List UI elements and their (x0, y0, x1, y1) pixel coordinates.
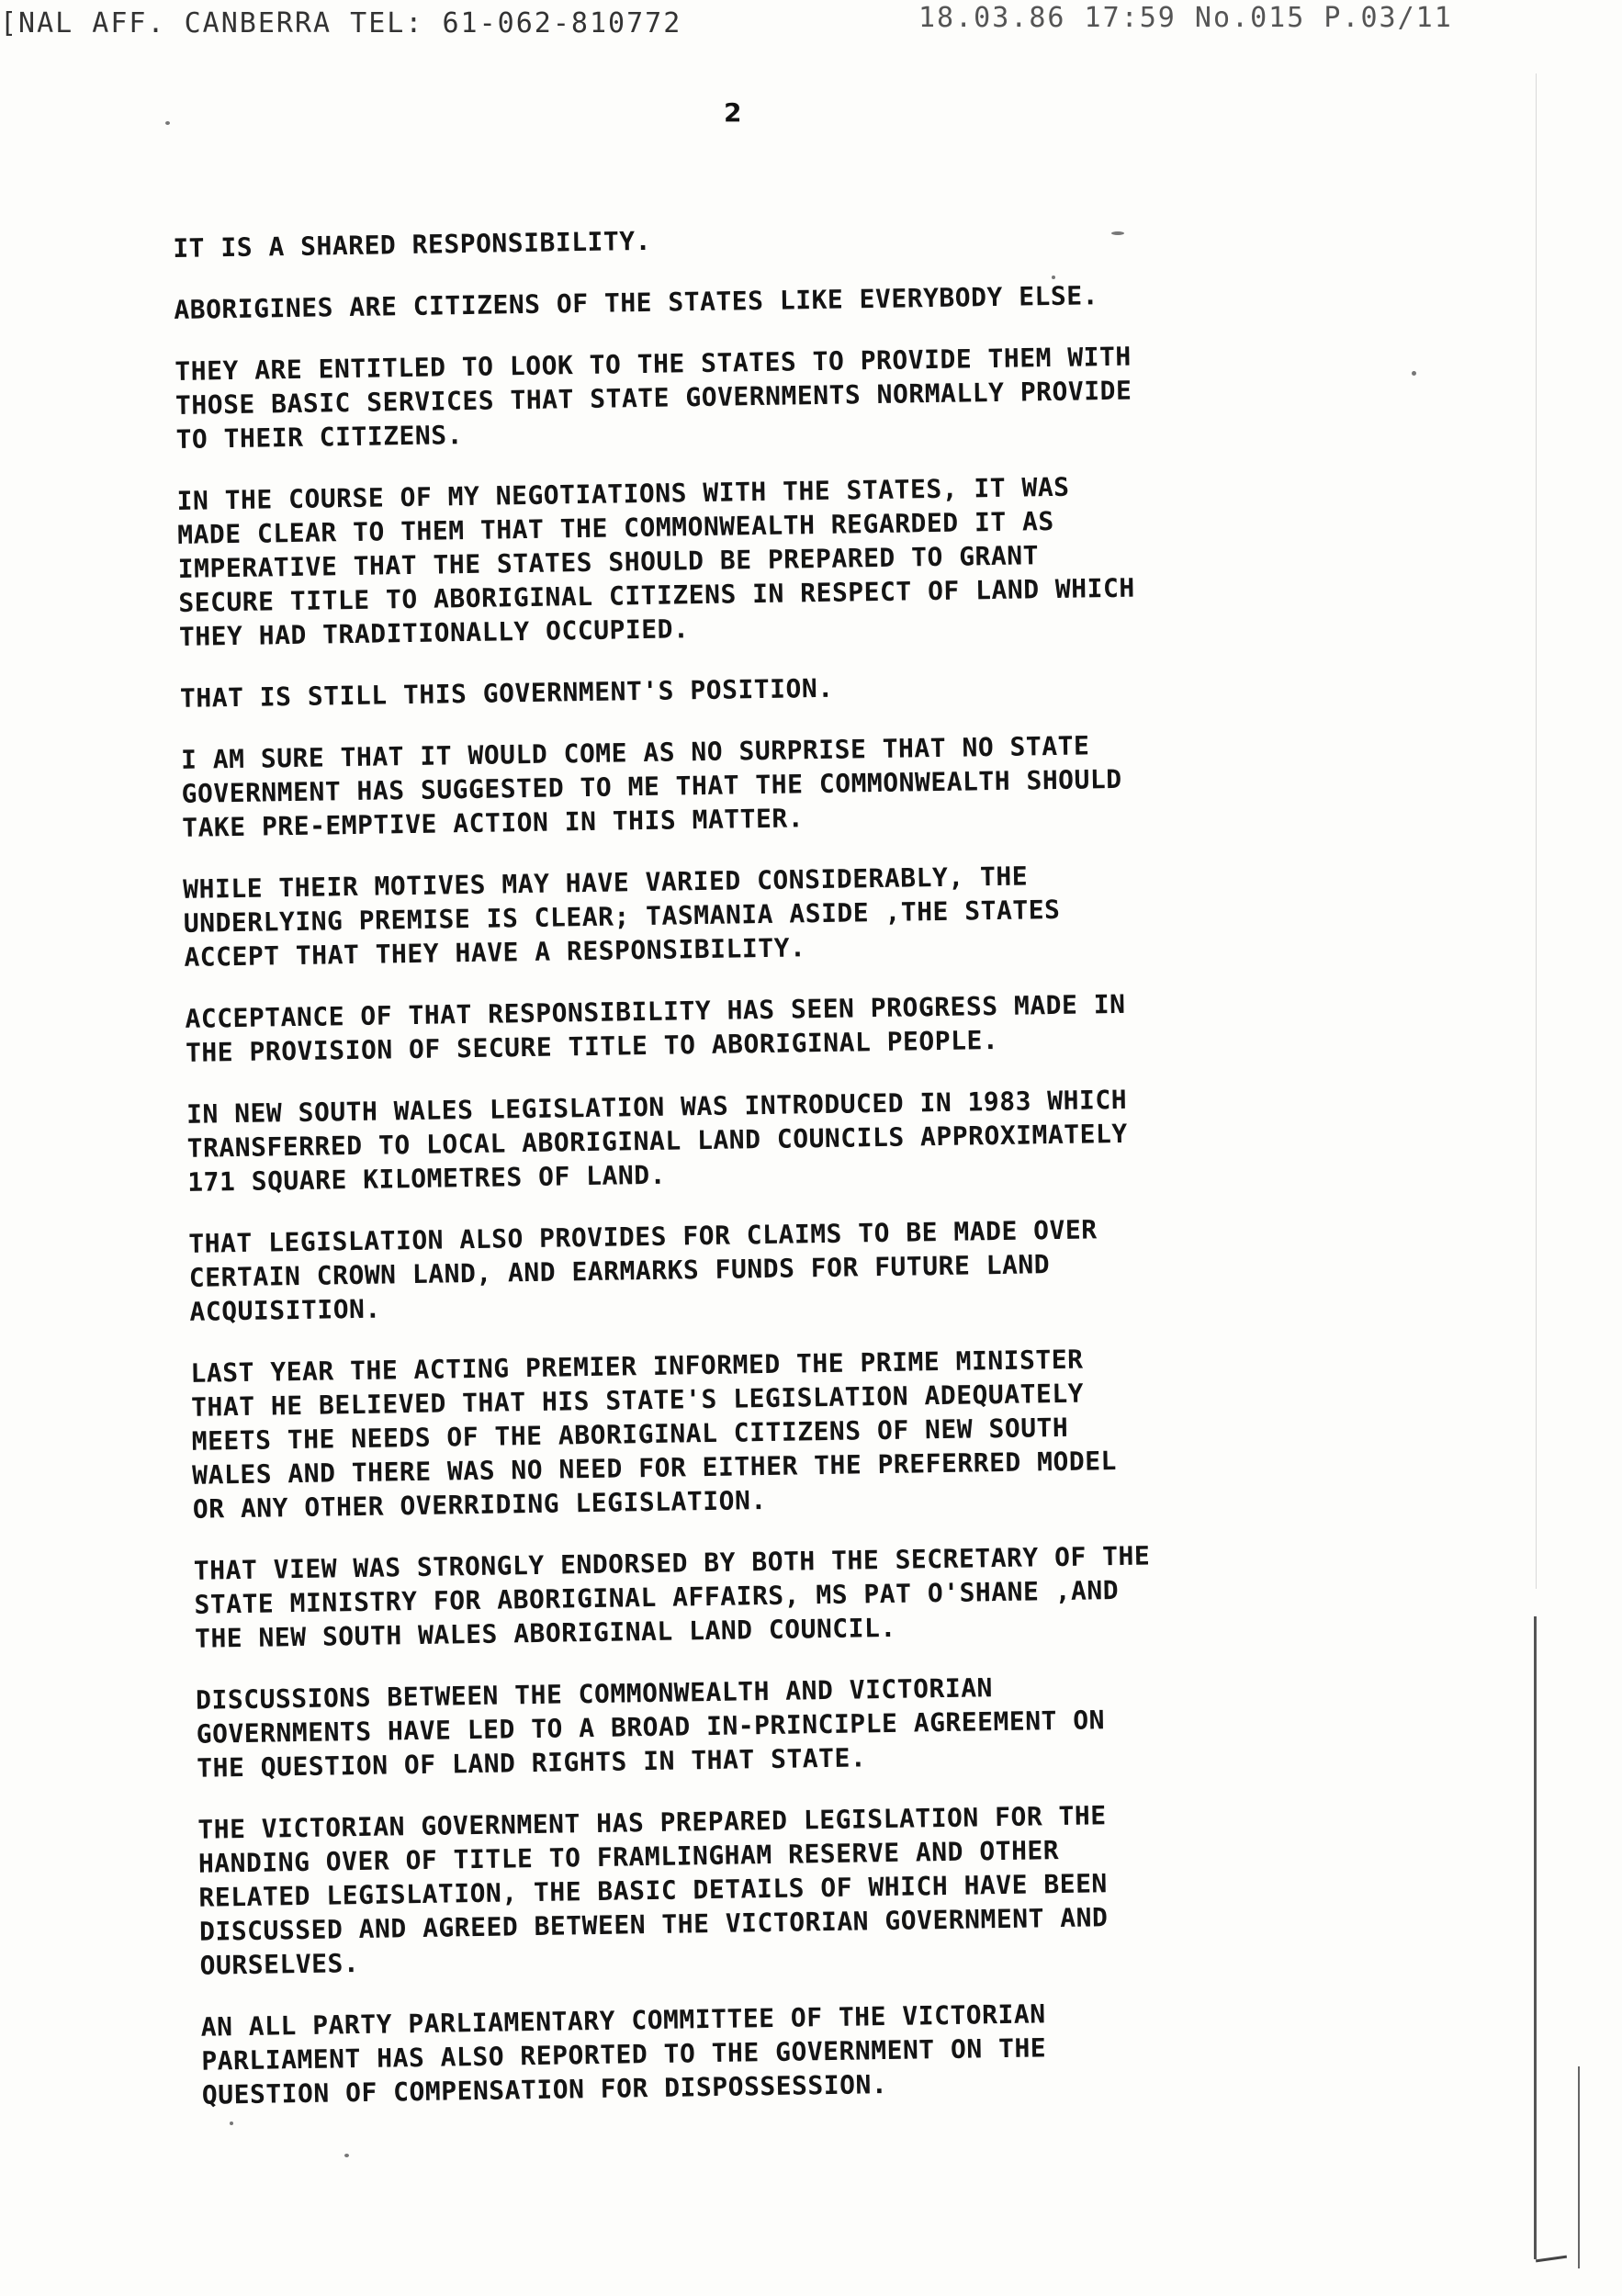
scan-speck (1111, 231, 1124, 235)
scan-edge-mark (1534, 1616, 1537, 2259)
paragraph: IT IS A SHARED RESPONSIBILITY. (173, 225, 652, 264)
paragraph: THEY ARE ENTITLED TO LOOK TO THE STATES TO PROVIDE THEM WITH THOSE BASIC SERVICES THAT STATE GOVERNMENTS NORMALLY PROVIDE TO THEIR CITIZENS. (175, 341, 1132, 455)
paragraph: IN THE COURSE OF MY NEGOTIATIONS WITH THE STATES, IT WAS MADE CLEAR TO THEM THAT THE COMMONWEALTH REGARDED IT AS IMPERATIVE THAT THE STATES SHOULD BE PREPARED TO GRANT SECURE TITLE TO ABORIGINAL CITIZENS IN RESPECT OF LAND WHICH THEY HAD TRADITIONALLY OCCUPIED. (176, 471, 1135, 652)
paragraph: THAT VIEW WAS STRONGLY ENDORSED BY BOTH THE SECRETARY OF THE STATE MINISTRY FOR ABORIGINAL AFFAIRS, MS PAT O'SHANE ,AND THE NEW SOUTH WALES ABORIGINAL LAND COUNCIL. (193, 1540, 1151, 1654)
scan-speck (1052, 276, 1055, 279)
scan-edge-mark (1536, 2256, 1567, 2263)
scan-edge-mark (1578, 2066, 1580, 2268)
paragraph: IN NEW SOUTH WALES LEGISLATION WAS INTRODUCED IN 1983 WHICH TRANSFERRED TO LOCAL ABORIGINAL LAND COUNCILS APPROXIMATELY 171 SQUARE KILOMETRES OF LAND. (186, 1084, 1128, 1198)
paragraph: THAT LEGISLATION ALSO PROVIDES FOR CLAIMS TO BE MADE OVER CERTAIN CROWN LAND, AND EARMARKS FUNDS FOR FUTURE LAND ACQUISITION. (188, 1214, 1098, 1327)
scan-speck (230, 2122, 233, 2125)
paragraph: LAST YEAR THE ACTING PREMIER INFORMED THE PRIME MINISTER THAT HE BELIEVED THAT HIS STATE'S LEGISLATION ADEQUATELY MEETS THE NEEDS OF THE ABORIGINAL CITIZENS OF NEW SOUTH WALES AND THERE WAS NO NEED FOR EITHER THE PREFERRED MODEL OR ANY OTHER OVERRIDING LEGISLATION. (190, 1344, 1118, 1525)
page-number: 2 (724, 97, 742, 128)
document-body (173, 212, 1424, 2140)
scan-speck (1412, 371, 1416, 376)
paragraph: ACCEPTANCE OF THAT RESPONSIBILITY HAS SEEN PROGRESS MADE IN THE PROVISION OF SECURE TITLE TO ABORIGINAL PEOPLE. (185, 988, 1126, 1068)
scan-edge-line (1536, 73, 1537, 1589)
scan-speck (344, 2154, 349, 2157)
paragraph: DISCUSSIONS BETWEEN THE COMMONWEALTH AND VICTORIAN GOVERNMENTS HAVE LED TO A BROAD IN-PRINCIPLE AGREEMENT ON THE QUESTION OF LAND RIGHTS IN THAT STATE. (195, 1672, 1106, 1784)
fax-sender-line: [NAL AFF. CANBERRA TEL: 61-062-810772 (0, 7, 682, 39)
paragraph: I AM SURE THAT IT WOULD COME AS NO SURPRISE THAT NO STATE GOVERNMENT HAS SUGGESTED TO ME THAT THE COMMONWEALTH SHOULD TAKE PRE-EMPTIVE ACTION IN THIS MATTER. (180, 730, 1122, 843)
fax-header (0, 2, 1622, 62)
paragraph: THE VICTORIAN GOVERNMENT HAS PREPARED LEGISLATION FOR THE HANDING OVER OF TITLE TO FRAMLINGHAM RESERVE AND OTHER RELATED LEGISLATION, THE BASIC DETAILS OF WHICH HAVE BEEN DISCUSSED AND AGREED BETWEEN THE VICTORIAN GOVERNMENT AND OURSELVES. (197, 1800, 1109, 1981)
paragraph: THAT IS STILL THIS GOVERNMENT'S POSITION. (179, 672, 834, 714)
fax-transmission-line: 18.03.86 17:59 No.015 P.03/11 (918, 2, 1453, 34)
scan-speck (165, 121, 170, 125)
paragraph: AN ALL PARTY PARLIAMENTARY COMMITTEE OF THE VICTORIAN PARLIAMENT HAS ALSO REPORTED TO THE GOVERNMENT ON THE QUESTION OF COMPENSATION FOR DISPOSSESSION. (200, 1998, 1047, 2110)
paragraph: ABORIGINES ARE CITIZENS OF THE STATES LIKE EVERYBODY ELSE. (174, 280, 1099, 325)
paragraph: WHILE THEIR MOTIVES MAY HAVE VARIED CONSIDERABLY, THE UNDERLYING PREMISE IS CLEAR; TASMANIA ASIDE ,THE STATES ACCEPT THAT THEY HAVE A RESPONSIBILITY. (182, 861, 1061, 973)
